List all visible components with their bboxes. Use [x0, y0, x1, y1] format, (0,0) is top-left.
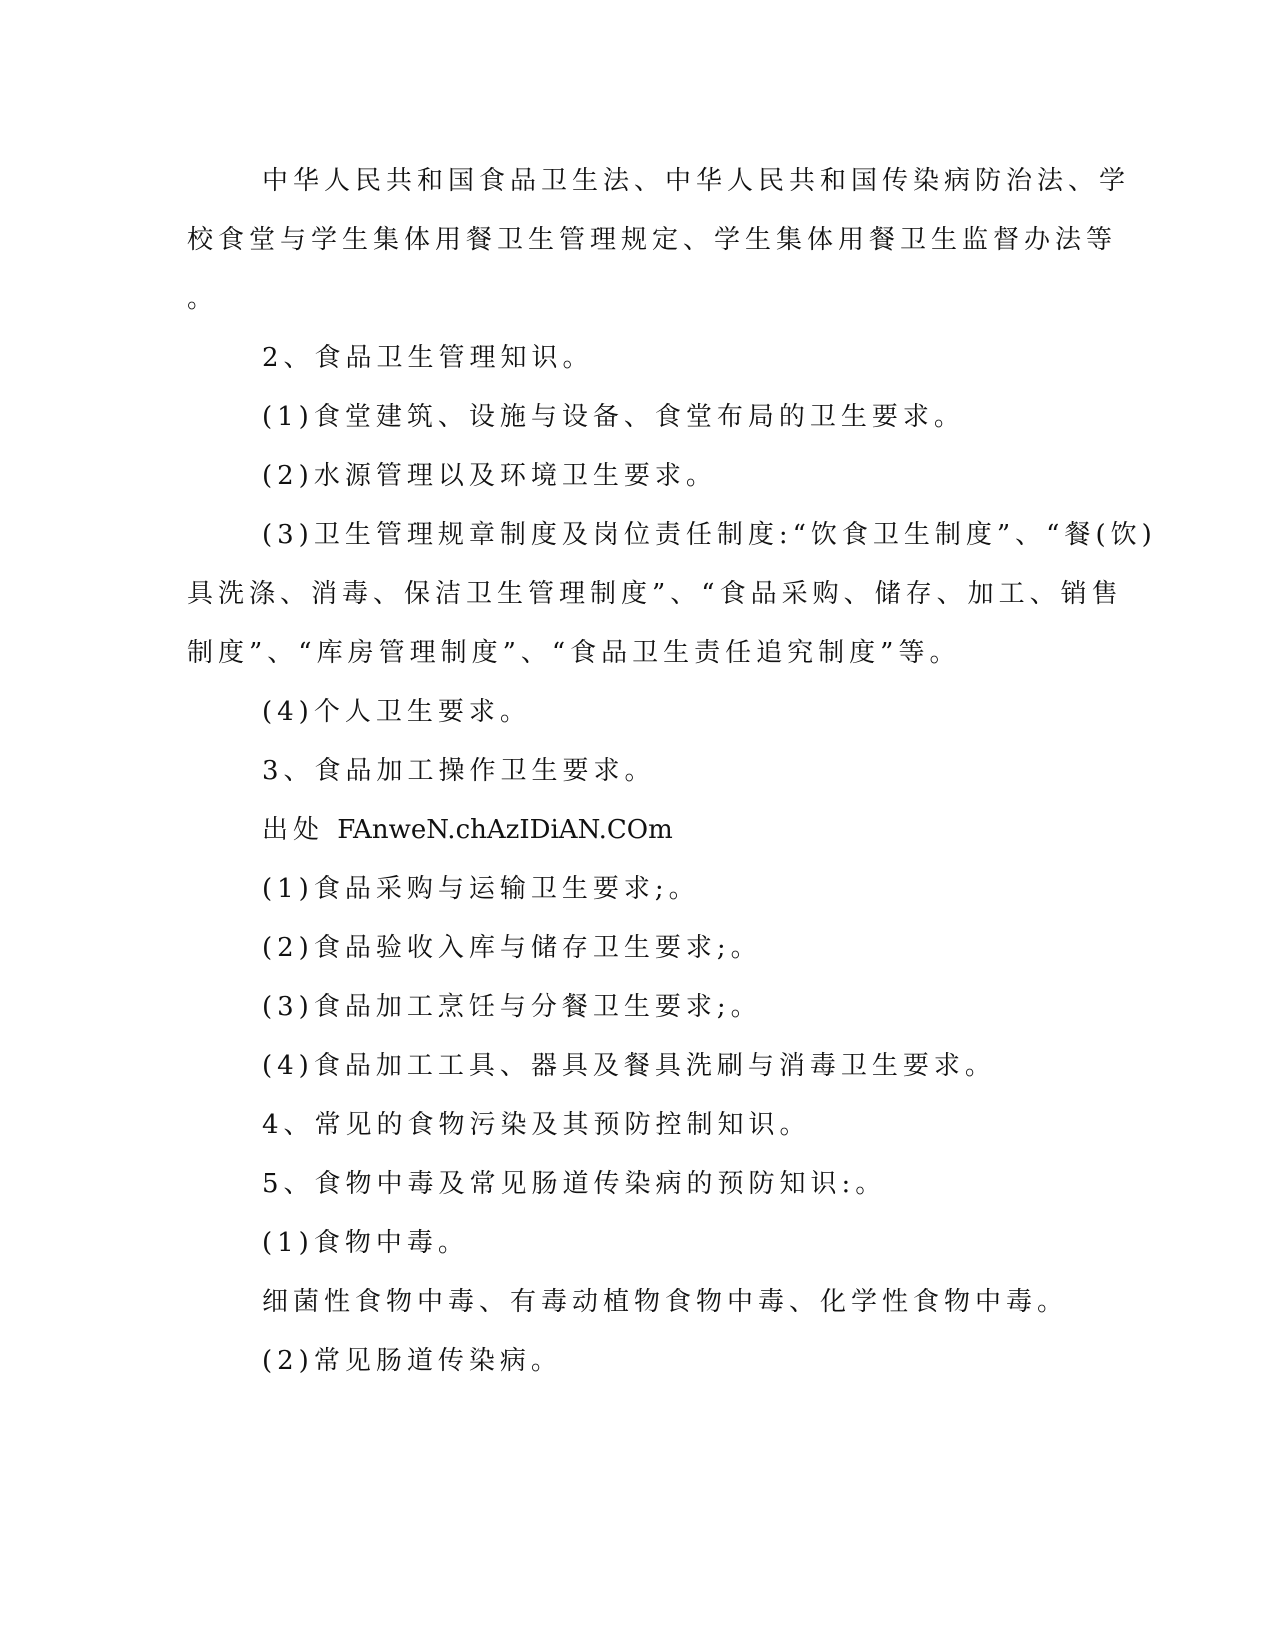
- paragraph-line: 具洗涤、消毒、保洁卫生管理制度”、“食品采购、储存、加工、销售: [187, 579, 1123, 609]
- list-item: (1)食物中毒。: [262, 1228, 469, 1258]
- paragraph-line: 细菌性食物中毒、有毒动植物食物中毒、化学性食物中毒。: [262, 1287, 1069, 1317]
- heading-line: 3、食品加工操作卫生要求。: [262, 756, 656, 786]
- source-url: FAnweN.chAzIDiAN.COm: [337, 815, 673, 845]
- list-item: (3)食品加工烹饪与分餐卫生要求;。: [262, 992, 762, 1022]
- list-item: (4)个人卫生要求。: [262, 697, 531, 727]
- paragraph-line: 制度”、“库房管理制度”、“食品卫生责任追究制度”等。: [187, 638, 961, 668]
- source-line: [262, 810, 673, 850]
- list-item: (1)食堂建筑、设施与设备、食堂布局的卫生要求。: [262, 402, 965, 432]
- paragraph-line: 。: [187, 284, 219, 314]
- paragraph-line: 中华人民共和国食品卫生法、中华人民共和国传染病防治法、学: [262, 166, 1131, 196]
- heading-line: 2、食品卫生管理知识。: [262, 343, 594, 373]
- paragraph-line: 校食堂与学生集体用餐卫生管理规定、学生集体用餐卫生监督办法等: [187, 225, 1118, 255]
- list-item: (1)食品采购与运输卫生要求;。: [262, 874, 700, 904]
- heading-line: 5、食物中毒及常见肠道传染病的预防知识:。: [262, 1169, 887, 1199]
- list-item: (2)水源管理以及环境卫生要求。: [262, 461, 717, 491]
- list-item: (2)常见肠道传染病。: [262, 1346, 562, 1376]
- source-label: 出处: [262, 815, 325, 845]
- list-item: (4)食品加工工具、器具及餐具洗刷与消毒卫生要求。: [262, 1051, 996, 1081]
- list-item: (2)食品验收入库与储存卫生要求;。: [262, 933, 762, 963]
- list-item: (3)卫生管理规章制度及岗位责任制度:“饮食卫生制度”、“餐(饮): [262, 520, 1157, 550]
- heading-line: 4、常见的食物污染及其预防控制知识。: [262, 1110, 811, 1140]
